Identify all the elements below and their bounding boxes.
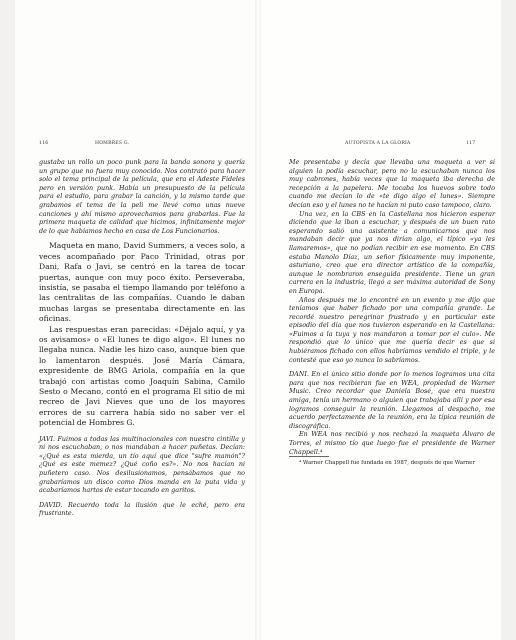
paragraph: DANI. En el único sitio donde por lo menos logramos una cita para que nos recibieran fue en WEA, propiedad de Warner Music. Creo recordar que Daniela Bosé, que era nuestra amiga, tenía un hermano o alguien que trabajaba allí y por esa logramos conseguir la reunión. Llegamos al despacho, me acuerdo perfectamente de la reunión, era la típica reunión de discográfica. <box>289 370 495 430</box>
paragraph: Me presentaba y decía que llevaba una maqueta a ver si alguien la podía escuchar, pero no la escuchaban nunca los muy cabrones, había veces que la maqueta iba derecha de recepción a la papelera. Me tocaba los huevos sobre todo cuando me decían lo de «te digo algo el lunes». Siempre decían eso y el lunes no te hacían ni puto caso tampoco, claro. <box>289 158 495 209</box>
paragraph: Maqueta en mano, David Summers, a veces solo, a veces acompañado por Paco Trinidad, otras por Dani, Rafa o Javi, se centró en la tarea de tocar puertas, aunque con muy poco éxito. Perseveraba, insistía, se pasaba el tiempo llamando por teléfono a las centralitas de las compañías. Cuando le daban muchas largas se presentaba directamente en las oficinas. <box>39 241 245 324</box>
paragraph: Años después me lo encontré en un evento y me dijo que teníamos que haber fichado por una compañía grande. Le recordé nuestro peregrinar frustrado y en particular este episodio del día que nos tuvieron esperando en la Castellana: «Fuimos a la tuya y nos mandaron a tomar por el culo». Me respondió que lo único que me quería decir es que si hubiéramos fichado con ellos habríamos vendido el triple, y le contesté que eso yo nunca lo sabríamos. <box>289 295 495 364</box>
paragraph: En WEA nos recibió y nos rechazó la maqueta Álvaro de Torres, el mismo tío que luego fue el presidente de Warner Chappell.⁴ <box>289 430 495 456</box>
book-gutter <box>255 0 261 640</box>
footnote: ⁴ Warner Chappell fue fundada en 1987, después de que Warner <box>299 460 475 466</box>
footnote-rule <box>289 456 329 457</box>
right-page-body <box>289 158 495 456</box>
paragraph: DAVID. Recuerdo toda la ilusión que le eché, pero era frustrante. <box>39 500 245 518</box>
paragraph: Las respuestas eran parecidas: «Déjalo aquí, y ya os avisamos» o «El lunes te digo algo». El lunes no llegaba nunca. Nadie les hizo caso, aunque bien que lo lamentaron después. José María Cámara, expresidente de BMG Ariola, compañía en la que trabajó con artistas como Joaquín Sabina, Camilo Sesto o Mecano, contó en el programa El sitio de mi recreo de Javi Nieves que uno de los mayores errores de su carrera había sido no saber ver el potencial de Hombres G. <box>39 324 245 428</box>
left-page-body <box>39 158 245 518</box>
right-page-number: 117 <box>466 141 476 146</box>
paragraph: JAVI. Fuimos a todas las multinacionales con nuestra cintilla y ni nos escuchaban, o nos mandaban a hacer puñetas. Decían: «¿Qué es esta mierda, un tío aquí que dice "sufre mamón"? ¿Qué es este memez? ¿Qué coño es?». No nos hacían ni puñetero caso. Nos desilusionamos, pensábamos que no grabaríamos un disco como Dios manda en la puta vida y acabaríamos hartos de estar tocando en garitos. <box>39 434 245 495</box>
paragraph: gustaba un rollo un poco punk para la banda sonora y quería un grupo que no fuera muy conocido. Nos contrató para hacer solo el tema principal de la película, que era el Adeste Fideles pero en versión punk. Había un presupuesto de la película para el estudio, para grabar la canción, y la mismo tarde que grabamos el tema de la peli me llevé como unas nueve canciones y ahí mismo aprovechamos para grabarlas. Fue la primera maqueta de calidad que hicimos, infinitamente mejor de lo que habíamos hecho en casa de Los Funcionarios. <box>39 158 245 235</box>
right-running-head: AUTOPISTA A LA GLORIA <box>345 141 411 146</box>
left-page-number: 116 <box>39 141 49 146</box>
left-running-head: HOMBRES G. <box>95 141 130 146</box>
paragraph: Una vez, en la CBS en la Castellana nos hicieron esperar diciendo que la iban a escuchar, y después de un buen rato esperando salió una asistente a comunicarnos que nos mandaban decir que ya nos dirían algo, el típico «ya les llamaremos», que no podían recibir en ese momento. En CBS estaba Manolo Díaz, un señor físicamente muy imponente, asturiano, creo que era director artístico de la compañía, aunque le nombraron enseguida presidente. Tiene un gran carrera en la industria, llegó a ser máxima autoridad de Sony en Europa. <box>289 209 495 295</box>
